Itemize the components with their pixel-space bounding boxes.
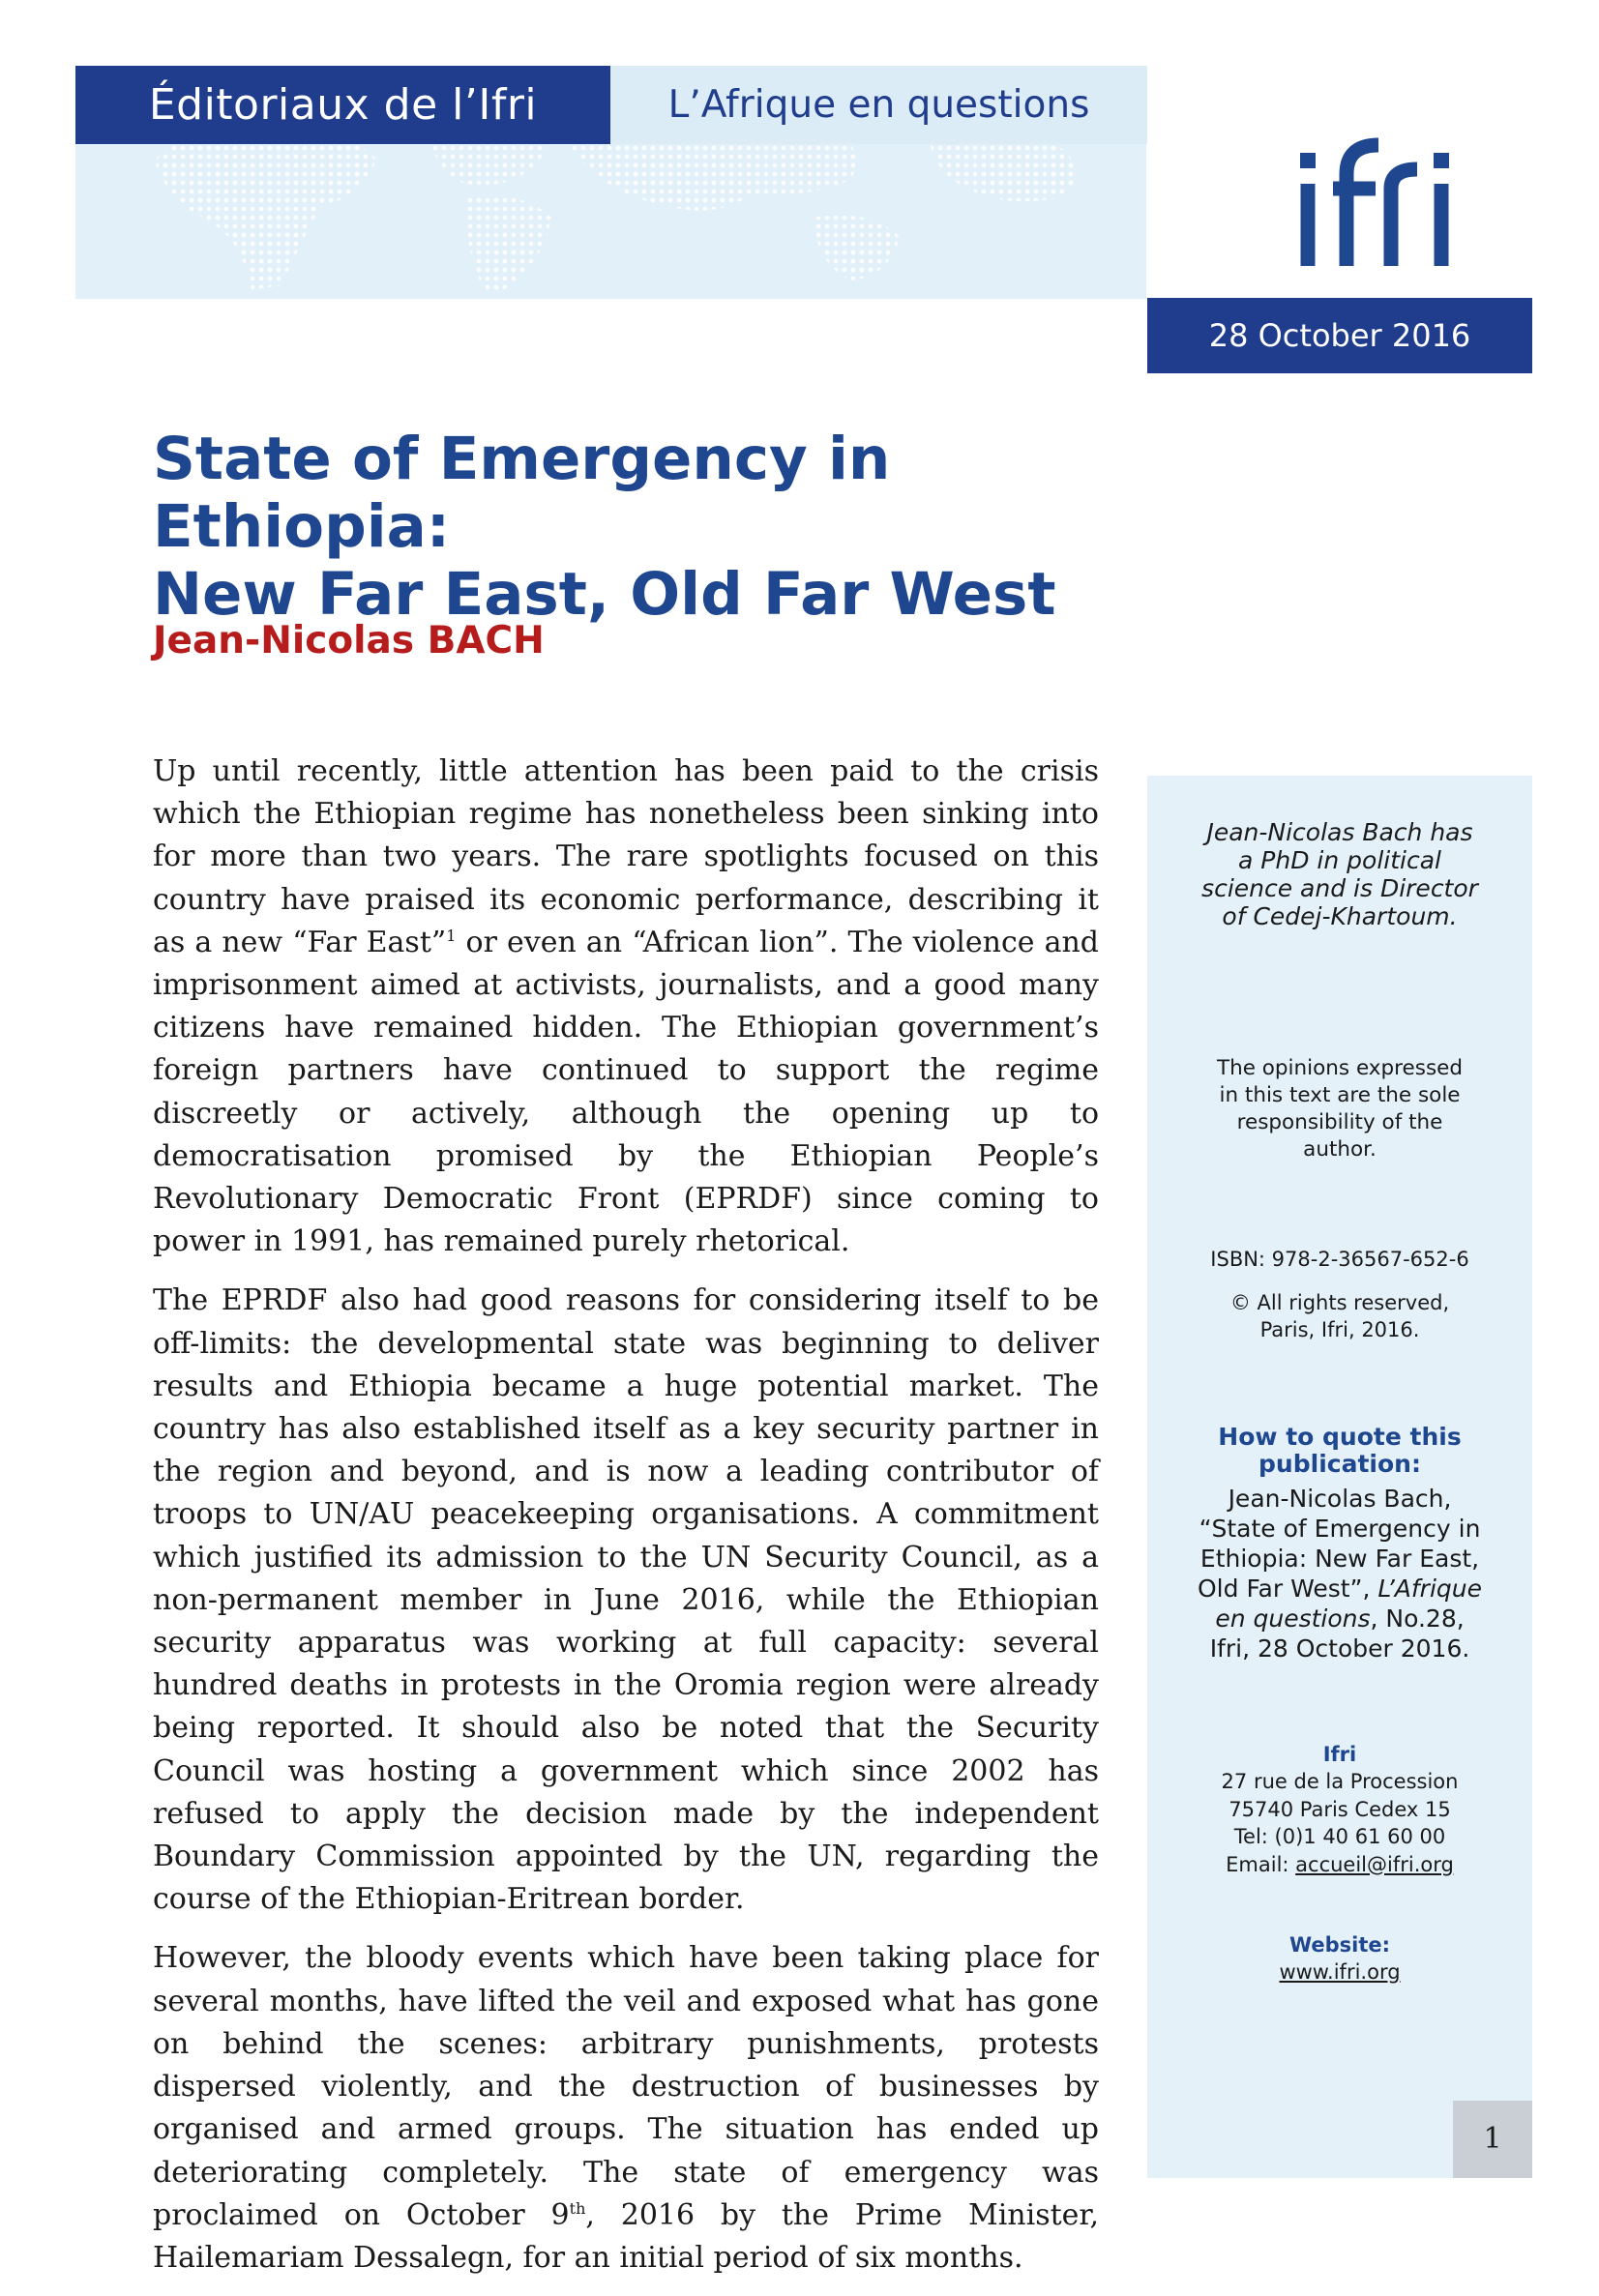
website-link[interactable]: www.ifri.org bbox=[1279, 1960, 1401, 1984]
paragraph-3: However, the bloody events which have been taking place for several months, have lifted the veil and exposed what has gone on behind the scenes: arbitrary punishments, protests dispersed violently, and the destruction of businesses by organised and armed groups. The situation has ended up deteriorating completely. The state of emergency was proclaimed on October 9th, 2016 by the Prime Minister, Hailemariam Dessalegn, for an initial period of six months. bbox=[153, 1941, 1099, 2275]
article-title bbox=[153, 426, 1198, 629]
ordinal-suffix: th bbox=[569, 2198, 586, 2218]
header-title: Éditoriaux de l’Ifri bbox=[148, 80, 538, 130]
article-body bbox=[153, 751, 1099, 2296]
header-series: L’Afrique en questions bbox=[667, 83, 1090, 127]
footnote-ref-1[interactable]: 1 bbox=[446, 926, 457, 945]
contact-address: 27 rue de la Procession 75740 Paris Cedex 15 Tel: (0)1 40 61 60 00 Email: accueil@ifri.org bbox=[1221, 1770, 1459, 1876]
copyright: © All rights reserved, Paris, Ifri, 2016. bbox=[1229, 1291, 1450, 1341]
email-link[interactable]: accueil@ifri.org bbox=[1295, 1852, 1454, 1876]
org-name: Ifri bbox=[1322, 1743, 1357, 1766]
author-bio: Jean-Nicolas Bach has a PhD in political science and is Director of Cedej-Khartoum. bbox=[1201, 818, 1478, 930]
quote-heading: How to quote this publication: bbox=[1218, 1423, 1462, 1478]
article-title-line-1: State of Emergency in Ethiopia: bbox=[153, 425, 891, 561]
website bbox=[1147, 1958, 1532, 1986]
paragraph-1: Up until recently, little attention has been paid to the crisis which the Ethiopian regime has nonetheless been sinking into for more than two years. The rare spotlights focused on this country have praised its economic performance, describing it as a new “Far East”$^1$ or even an “African lion”. The violence and imprisonment aimed at activists, journalists, and a good many citizens have remained hidden. The Ethiopian government’s foreign partners have continued to support the regime discreetly or actively, although the opening up to democratisation promised by the Ethiopian People’s Revolutionary Democratic Front (EPRDF) since coming to power in 1991, has remained purely rhetorical. bbox=[153, 754, 1100, 1259]
publication-date: 28 October 2016 bbox=[1208, 317, 1471, 354]
disclaimer: The opinions expressed in this text are the sole responsibility of the author. bbox=[1216, 1056, 1464, 1162]
citation: Jean-Nicolas Bach, “State of Emergency in Ethiopia: New Far East, Old Far West”, L’Afrique en questions, No.28, Ifri, 28 October 2016. bbox=[1198, 1485, 1482, 1663]
article-title-line-2: New Far East, Old Far West bbox=[153, 560, 1056, 629]
article-author: Jean-Nicolas BACH bbox=[153, 619, 545, 662]
website-label: Website: bbox=[1288, 1933, 1391, 1957]
ifri-logo bbox=[1287, 116, 1461, 271]
paragraph-2: The EPRDF also had good reasons for considering itself to be off-limits: the developmental state was beginning to deliver results and Ethiopia became a huge potential market. The country has also established itself as a key security partner in the region and beyond, and is now a leading contributor of troops to UN/AU peacekeeping organisations. A commitment which justified its admission to the UN Security Council, as a non-permanent member in June 2016, while the Ethiopian security apparatus was working at full capacity: several hundred deaths in protests in the Oromia region were already being reported. It should also be noted that the Security Council was hosting a government which since 2002 has refused to apply the decision made by the independent Boundary Commission appointed by the UN, regarding the course of the Ethiopian-Eritrean border. bbox=[153, 1283, 1099, 1917]
isbn: ISBN: 978-2-36567-652-6 bbox=[1210, 1248, 1469, 1271]
page-number: 1 bbox=[1483, 2122, 1502, 2156]
